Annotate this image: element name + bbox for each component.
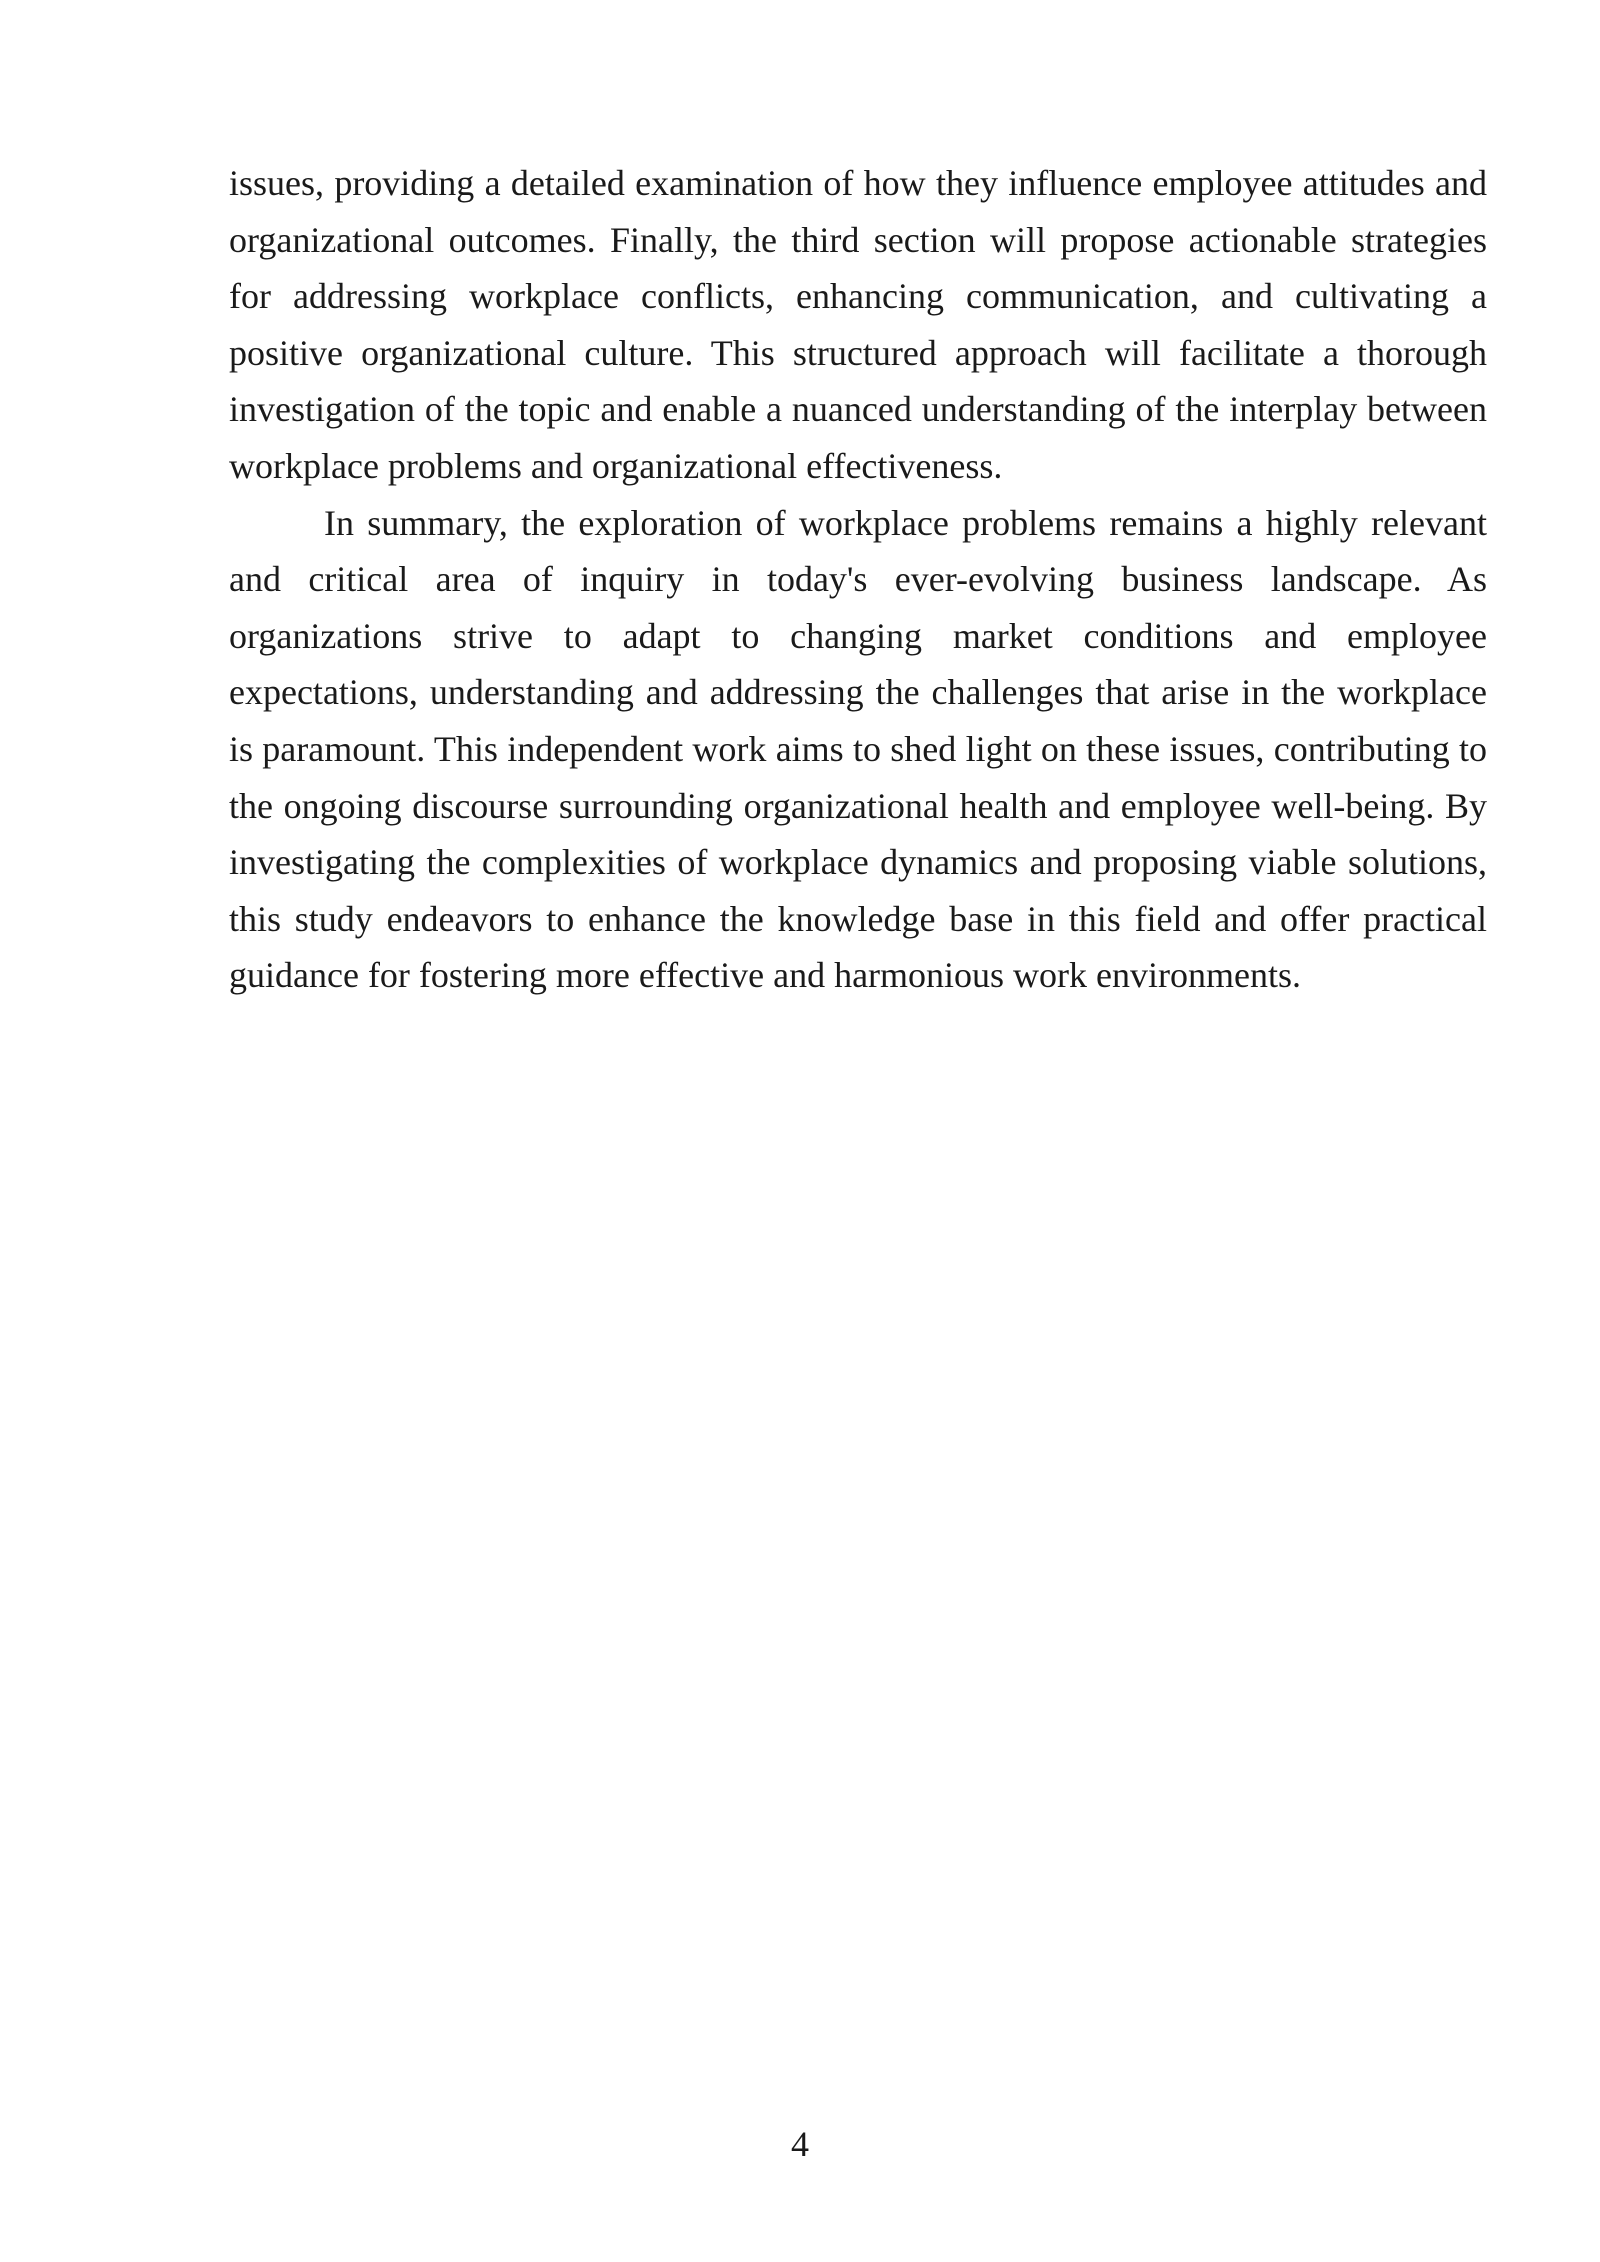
paragraph-continuation: issues, providing a detailed examination of how they influence employee attitudes and organizational outcomes. Finally, the third section will propose actionable strategies for addressing workplace conflicts, enhancing communication, and cultivating a positive organizational culture. This structured approach will facilitate a thorough investigation of the topic and enable a nuanced understanding of the interplay between workplace problems and organizational effectiveness. [229,163,1487,486]
paragraph-summary: In summary, the exploration of workplace problems remains a highly relevant and critical area of inquiry in today's ever-evolving business landscape. As organizations strive to adapt to changing market conditions and employee expectations, understanding and addressing the challenges that arise in the workplace is paramount. This independent work aims to shed light on these issues, contributing to the ongoing discourse surrounding organizational health and employee well-being. By investigating the complexities of workplace dynamics and proposing viable solutions, this study endeavors to enhance the knowledge base in this field and offer practical guidance for fostering more effective and harmonious work environments. [229,502,1487,996]
page-number: 4 [791,2124,809,2164]
body-text [229,155,1487,1004]
